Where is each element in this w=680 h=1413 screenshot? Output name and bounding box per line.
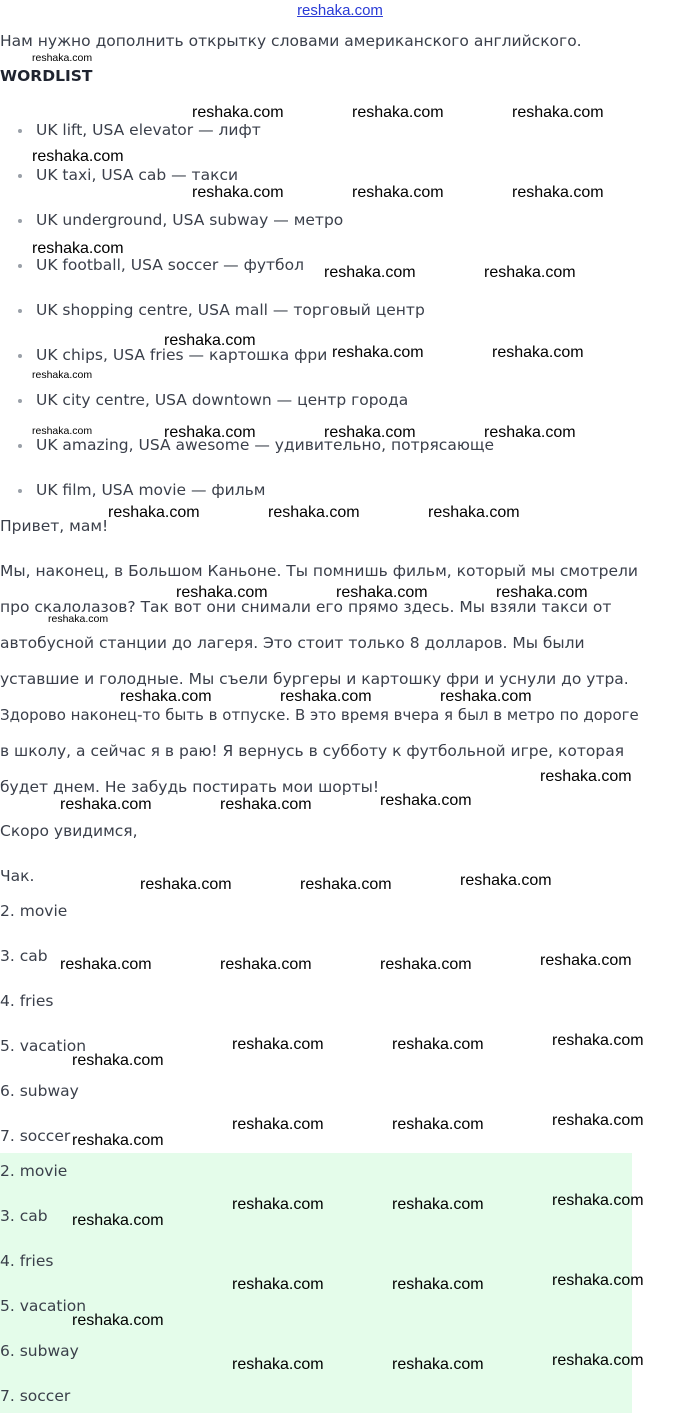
list-item: UK amazing, USA awesome — удивительно, потрясающе: [36, 436, 495, 454]
watermark: reshaka.com: [392, 1036, 484, 1053]
watermark: reshaka.com: [232, 1356, 324, 1373]
watermark: reshaka.com: [32, 369, 93, 381]
watermark: reshaka.com: [392, 1276, 484, 1293]
watermark: reshaka.com: [392, 1356, 484, 1373]
watermark: reshaka.com: [280, 688, 372, 705]
bullet-icon: [18, 174, 22, 178]
bullet-icon: [18, 444, 22, 448]
answer-item: 2. movie: [0, 1162, 68, 1180]
watermark: reshaka.com: [192, 184, 284, 201]
intro-text: Нам нужно дополнить открытку словами американского английского.: [0, 32, 582, 50]
watermark: reshaka.com: [164, 332, 256, 349]
list-item: UK chips, USA fries — картошка фри: [36, 346, 328, 364]
wordlist-heading: WORDLIST: [0, 67, 93, 85]
watermark: reshaka.com: [72, 1212, 164, 1229]
watermark: reshaka.com: [60, 956, 152, 973]
watermark: reshaka.com: [60, 796, 152, 813]
answer-item: 4. fries: [0, 992, 54, 1010]
watermark: reshaka.com: [72, 1132, 164, 1149]
watermark: reshaka.com: [540, 768, 632, 785]
watermark: reshaka.com: [324, 424, 416, 441]
list-item: UK lift, USA elevator — лифт: [36, 121, 261, 139]
answer-item: 6. subway: [0, 1082, 79, 1100]
watermark: reshaka.com: [496, 584, 588, 601]
letter-line: про скалолазов? Так вот они снимали его прямо здесь. Мы взяли такси от: [0, 598, 612, 616]
list-item: UK football, USA soccer — футбол: [36, 256, 305, 274]
watermark: reshaka.com: [232, 1036, 324, 1053]
bullet-icon: [18, 309, 22, 313]
bullet-icon: [18, 489, 22, 493]
watermark: reshaka.com: [380, 792, 472, 809]
watermark: reshaka.com: [380, 956, 472, 973]
letter-closing: Скоро увидимся,: [0, 822, 138, 840]
site-link[interactable]: reshaka.com: [297, 2, 383, 19]
answer-item: 3. cab: [0, 1207, 48, 1225]
letter-line: Мы, наконец, в Большом Каньоне. Ты помнишь фильм, который мы смотрели: [0, 562, 638, 580]
watermark: reshaka.com: [32, 148, 124, 165]
bullet-icon: [18, 354, 22, 358]
watermark: reshaka.com: [552, 1112, 644, 1129]
letter-line: в школу, а сейчас я в раю! Я вернусь в субботу к футбольной игре, которая: [0, 742, 625, 760]
list-item: UK underground, USA subway — метро: [36, 211, 344, 229]
answer-item: 4. fries: [0, 1252, 54, 1270]
watermark: reshaka.com: [140, 876, 232, 893]
watermark: reshaka.com: [324, 264, 416, 281]
answer-item: 5. vacation: [0, 1297, 87, 1315]
watermark: reshaka.com: [492, 344, 584, 361]
watermark: reshaka.com: [552, 1272, 644, 1289]
letter-line: будет днем. Не забудь постирать мои шорты!: [0, 778, 380, 796]
watermark: reshaka.com: [72, 1312, 164, 1329]
answer-item: 5. vacation: [0, 1037, 87, 1055]
list-item: UK film, USA movie — фильм: [36, 481, 266, 499]
watermark: reshaka.com: [512, 104, 604, 121]
watermark: reshaka.com: [428, 504, 520, 521]
list-item: UK shopping centre, USA mall — торговый центр: [36, 301, 425, 319]
bullet-icon: [18, 264, 22, 268]
bullet-icon: [18, 219, 22, 223]
watermark: reshaka.com: [332, 344, 424, 361]
watermark: reshaka.com: [540, 952, 632, 969]
watermark: reshaka.com: [392, 1116, 484, 1133]
watermark: reshaka.com: [484, 424, 576, 441]
watermark: reshaka.com: [300, 876, 392, 893]
bullet-icon: [18, 399, 22, 403]
letter-line: Здорово наконец-то быть в отпуске. В это время вчера я был в метро по дороге: [0, 706, 639, 724]
watermark: reshaka.com: [460, 872, 552, 889]
list-item: UK taxi, USA cab — такси: [36, 166, 239, 184]
watermark: reshaka.com: [352, 184, 444, 201]
watermark: reshaka.com: [232, 1276, 324, 1293]
watermark: reshaka.com: [108, 504, 200, 521]
watermark: reshaka.com: [32, 52, 93, 64]
watermark: reshaka.com: [220, 956, 312, 973]
watermark: reshaka.com: [392, 1196, 484, 1213]
letter-greeting: Привет, мам!: [0, 517, 109, 535]
letter-line: уставшие и голодные. Мы съели бургеры и картошку фри и уснули до утра.: [0, 670, 629, 688]
watermark: reshaka.com: [232, 1196, 324, 1213]
watermark: reshaka.com: [552, 1352, 644, 1369]
letter-line: автобусной станции до лагеря. Это стоит только 8 долларов. Мы были: [0, 634, 585, 652]
watermark: reshaka.com: [336, 584, 428, 601]
watermark: reshaka.com: [192, 104, 284, 121]
bullet-icon: [18, 129, 22, 133]
watermark: reshaka.com: [552, 1032, 644, 1049]
watermark: reshaka.com: [48, 613, 109, 625]
watermark: reshaka.com: [220, 796, 312, 813]
watermark: reshaka.com: [512, 184, 604, 201]
watermark: reshaka.com: [484, 264, 576, 281]
watermark: reshaka.com: [32, 240, 124, 257]
list-item: UK city centre, USA downtown — центр города: [36, 391, 409, 409]
watermark: reshaka.com: [164, 424, 256, 441]
answer-item: 6. subway: [0, 1342, 79, 1360]
watermark: reshaka.com: [32, 425, 93, 437]
watermark: reshaka.com: [352, 104, 444, 121]
watermark: reshaka.com: [120, 688, 212, 705]
watermark: reshaka.com: [552, 1192, 644, 1209]
answer-item: 7. soccer: [0, 1127, 71, 1145]
watermark: reshaka.com: [268, 504, 360, 521]
watermark: reshaka.com: [232, 1116, 324, 1133]
letter-signature: Чак.: [0, 867, 35, 885]
answer-item: 7. soccer: [0, 1387, 71, 1405]
watermark: reshaka.com: [440, 688, 532, 705]
watermark: reshaka.com: [176, 584, 268, 601]
answer-item: 3. cab: [0, 947, 48, 965]
answer-item: 2. movie: [0, 902, 68, 920]
watermark: reshaka.com: [72, 1052, 164, 1069]
